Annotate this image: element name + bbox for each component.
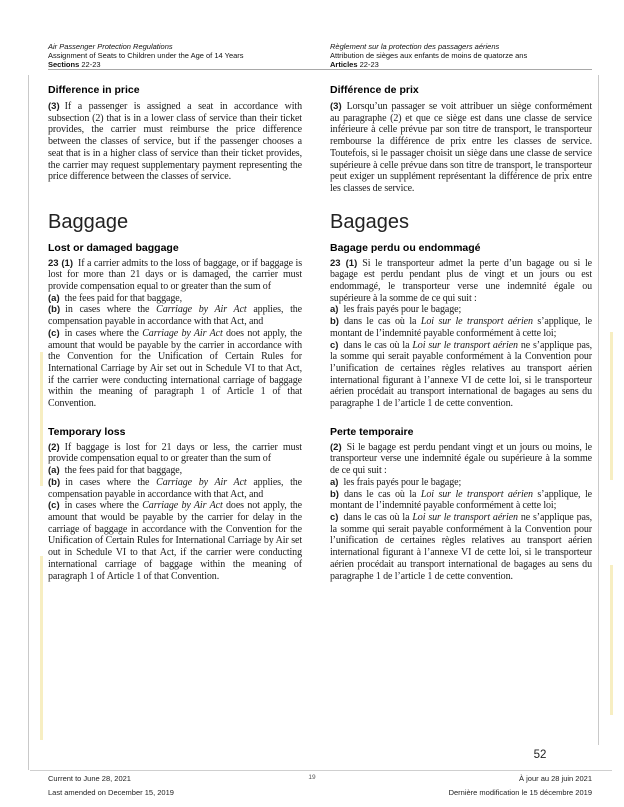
- item-text: in cases where the: [64, 500, 143, 512]
- item-label: a): [330, 304, 339, 316]
- item-text: in cases where the: [64, 327, 143, 339]
- item-label: b): [330, 488, 339, 500]
- list-item: [48, 500, 302, 582]
- section-heading: Temporary loss: [48, 425, 126, 438]
- bilingual-content: [48, 84, 592, 582]
- item-text: ne s’applique pas, la somme qui serait payable conformément à la Convention pour l’unification de certaines règles relatives au transport aérien international figurant à l’annexe VI de cette loi, si le transporteur aérien procédait au transport international de bagages au sens du paragraphe 1 de l’article 1 de cette convention.: [330, 511, 593, 582]
- regulation-title-fr: Règlement sur la protection des passagers aériens: [330, 42, 500, 51]
- item-text: les frais payés pour le bagage;: [343, 476, 462, 488]
- sections-value-en: 22-23: [79, 60, 101, 70]
- paragraph-text: If a passenger is assigned a seat in accordance with subsection (2) that is in a lower class of service than their ticket provides, the carrier must reimburse the price difference between the classes of service, but if the passenger chooses a seat that is in a higher class of service than their ticket provides, the carrier may request supplementary payment representing the price difference between the classes of service.: [48, 101, 302, 183]
- list-item: [330, 489, 592, 512]
- item-text: the fees paid for that baggage,: [64, 292, 183, 304]
- item-text: s’applique, le montant de l’indemnité payable conformément à cette loi;: [330, 488, 593, 512]
- item-label: (b): [48, 476, 61, 488]
- temp-heading-fr-cell: [330, 426, 592, 439]
- right-margin-line: [598, 75, 599, 745]
- provision-label: (2): [48, 441, 60, 453]
- paragraph: [48, 442, 302, 465]
- price-heading-fr-cell: [330, 84, 592, 97]
- footer-amended-en: Last amended on December 15, 2019: [48, 788, 174, 797]
- item-text: does not apply, the amount that would be payable by the carrier for delay in the carriage of baggage in accordance with the Convention for the Unification of Certain Rules for International Carriage by Air set out in Schedule VI to that Act, if the carrier were conducting international carriage of baggage within the meaning of paragraph 1 of Article 1 of that Convention.: [48, 500, 302, 582]
- sections-value-fr: 22-23: [357, 60, 379, 70]
- act-title: Loi sur le transport aérien: [412, 339, 518, 351]
- regulation-title-en: Air Passenger Protection Regulations: [48, 42, 173, 51]
- item-text: the fees paid for that baggage,: [64, 465, 183, 477]
- paragraph-text: Si le bagage est perdu pendant vingt et un jours ou moins, le transporteur verse une indemnité égale ou supérieure à la somme de ce qui suit :: [330, 441, 592, 477]
- provision-label: 23 (1): [330, 257, 358, 269]
- list-item: [330, 340, 592, 410]
- footer-rule: [30, 770, 612, 771]
- paragraph: [330, 442, 592, 477]
- provision-label: 23 (1): [48, 257, 73, 269]
- section-heading: Bagage perdu ou endommagé: [330, 241, 481, 254]
- act-title: Loi sur le transport aérien: [420, 316, 533, 328]
- item-label: (a): [48, 292, 60, 304]
- header-rule: [48, 69, 592, 70]
- section-heading: Perte temporaire: [330, 425, 414, 438]
- item-label: (b): [48, 304, 61, 316]
- section-23-2-fr: [330, 442, 592, 582]
- act-title: Carriage by Air Act: [156, 476, 247, 488]
- list-item: [330, 477, 592, 489]
- item-text: dans le cas où la: [343, 511, 413, 523]
- list-item: [330, 316, 592, 339]
- amendment-marker: [610, 332, 613, 480]
- lost-heading-fr-cell: [330, 242, 592, 255]
- provision-label: (3): [330, 101, 342, 112]
- baggage-heading-fr-cell: [330, 211, 592, 234]
- price-heading-en-cell: [48, 84, 302, 97]
- act-title: Loi sur le transport aérien: [412, 511, 518, 523]
- paragraph: [48, 258, 302, 293]
- item-label: c): [330, 511, 339, 523]
- section-heading: Lost or damaged baggage: [48, 241, 179, 254]
- header-english: [48, 42, 308, 70]
- item-text: in cases where the: [65, 476, 157, 488]
- paragraph-text: Lorsqu’un passager se voit attribuer un siège conformément au paragraphe (2) et que ce siège est dans une classe de service inférieure à celle prévue par son titre de transport, le transporteur rembourse la différence de prix entre les classes de service. Toutefois, si le passager choisit un siège dans une classe de service supérieure à celle prévue dans son titre de transport, le transporteur peut exiger un supplément représentant la différence de prix entre les classes de service.: [330, 101, 592, 194]
- item-text: dans le cas où la: [343, 339, 413, 351]
- regulation-subject-en: Assignment of Seats to Children under the Age of 14 Years: [48, 51, 244, 61]
- item-label: c): [330, 339, 339, 351]
- act-title: Loi sur le transport aérien: [420, 488, 533, 500]
- amendment-marker: [40, 556, 43, 740]
- footer-current-en: Current to June 28, 2021: [48, 774, 131, 783]
- item-text: applies, the compensation payable in accordance with that Act, and: [48, 304, 303, 328]
- list-item: [48, 293, 302, 305]
- item-label: a): [330, 476, 339, 488]
- header-french: [330, 42, 592, 70]
- act-title: Carriage by Air Act: [142, 327, 223, 339]
- list-item: [48, 465, 302, 477]
- item-text: les frais payés pour le bagage;: [343, 304, 462, 316]
- amendment-marker: [610, 565, 613, 715]
- item-label: (c): [48, 500, 60, 512]
- item-text: s’applique, le montant de l’indemnité payable conformément à cette loi;: [330, 316, 593, 339]
- item-text: ne s’applique pas, la somme qui serait payable conformément à la Convention pour l’unification de certaines règles relatives au transport aérien international figurant à l’annexe VI de cette loi, si le transporteur aérien procédait au transport international de bagages au sens du paragraphe 1 de l’article 1 de cette convention.: [330, 339, 593, 410]
- provision-label: (3): [48, 101, 60, 112]
- part-heading: Baggage: [48, 210, 129, 233]
- item-label: (c): [48, 327, 60, 339]
- paragraph: [330, 258, 592, 305]
- paragraph: [330, 101, 592, 195]
- section-23-1-en: [48, 258, 302, 410]
- item-label: (a): [48, 465, 60, 477]
- footer-current-fr: À jour au 28 juin 2021: [519, 774, 592, 783]
- footer-sheet-number: 19: [308, 774, 316, 781]
- list-item: [48, 477, 302, 500]
- provision-label: (2): [330, 441, 342, 453]
- list-item: [330, 304, 592, 316]
- lost-heading-en-cell: [48, 242, 302, 255]
- sections-label-fr: Articles: [330, 60, 358, 70]
- section-23-1-fr: [330, 258, 592, 410]
- item-label: b): [330, 316, 339, 328]
- footer-amended-fr: Dernière modification le 15 décembre 2019: [448, 788, 592, 797]
- item-text: dans le cas où la: [343, 488, 421, 500]
- paragraph-text: If baggage is lost for 21 days or less, the carrier must provide compensation equal to or greater than the sum of: [48, 441, 302, 465]
- statute-page-number: 52: [533, 749, 547, 761]
- baggage-heading-en-cell: [48, 211, 302, 234]
- section-heading: Différence de prix: [330, 84, 419, 96]
- sections-label-en: Sections: [48, 60, 80, 70]
- list-item: [48, 328, 302, 410]
- paragraph: [48, 101, 302, 183]
- paragraph-text: Si le transporteur admet la perte d’un bagage ou si le bagage est perdu pendant plus de vingt et un jours ou est endommagé, le transporteur verse une indemnité égale ou supérieure à la somme de ce qui suit :: [330, 257, 592, 304]
- temp-heading-en-cell: [48, 426, 302, 439]
- item-text: applies, the compensation payable in accordance with that Act, and: [48, 476, 303, 500]
- act-title: Carriage by Air Act: [142, 500, 223, 512]
- list-item: [330, 512, 592, 582]
- amendment-marker: [40, 352, 43, 486]
- section-23-2-en: [48, 442, 302, 582]
- item-text: dans le cas où la: [343, 316, 421, 328]
- item-text: in cases where the: [65, 304, 157, 316]
- act-title: Carriage by Air Act: [156, 304, 247, 316]
- list-item: [48, 304, 302, 327]
- item-text: does not apply, the amount that would be payable by the carrier in accordance with the Convention for the Unification of Certain Rules for International Carriage by Air set out in Schedule VI to that Act, if the carrier were conducting international carriage of baggage within the meaning of paragraph 1 of Article 1 of that Convention.: [48, 327, 302, 410]
- regulation-subject-fr: Attribution de sièges aux enfants de moins de quatorze ans: [330, 51, 528, 61]
- paragraph-text: If a carrier admits to the loss of baggage, or if baggage is lost for more than 21 days or is damaged, the carrier must provide compensation equal to or greater than the sum of: [48, 257, 302, 293]
- left-margin-line: [28, 75, 29, 770]
- price-para-en: [48, 101, 302, 195]
- price-para-fr: [330, 101, 592, 195]
- part-heading: Bagages: [330, 210, 409, 233]
- section-heading: Difference in price: [48, 84, 140, 96]
